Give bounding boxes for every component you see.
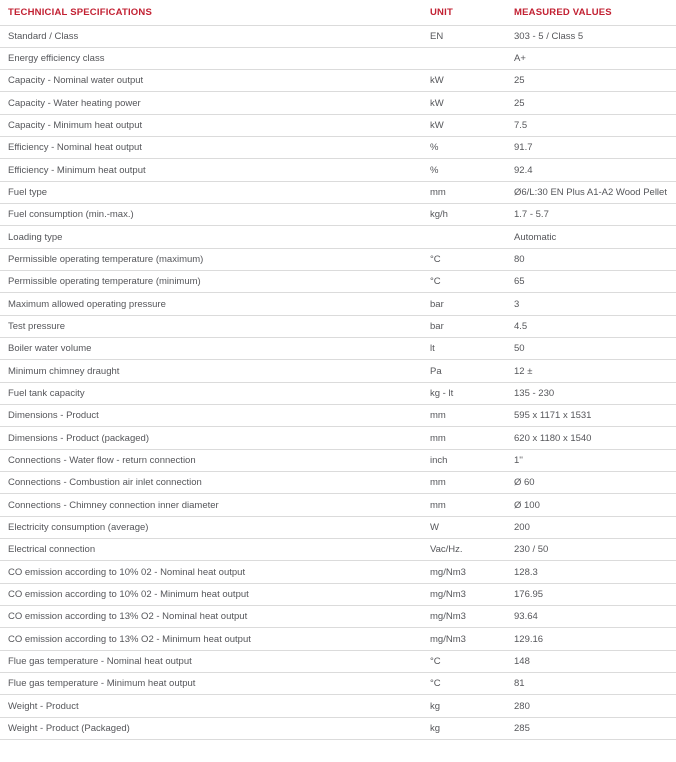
spec-value-cell: 595 x 1171 x 1531 xyxy=(506,405,676,427)
spec-value-cell: 65 xyxy=(506,271,676,293)
spec-unit-cell: mg/Nm3 xyxy=(422,583,506,605)
spec-unit-cell: W xyxy=(422,516,506,538)
spec-value-cell: 230 / 50 xyxy=(506,539,676,561)
table-header xyxy=(0,0,676,25)
table-row xyxy=(0,70,676,92)
spec-unit-cell xyxy=(422,226,506,248)
column-header-unit: UNIT xyxy=(422,0,506,25)
table-row xyxy=(0,717,676,739)
spec-name-cell: Electrical connection xyxy=(0,539,422,561)
spec-unit-cell: bar xyxy=(422,293,506,315)
table-row xyxy=(0,561,676,583)
spec-name-cell: CO emission according to 13% O2 - Minimum heat output xyxy=(0,628,422,650)
spec-unit-cell: Pa xyxy=(422,360,506,382)
table-row xyxy=(0,606,676,628)
spec-unit-cell: kg - lt xyxy=(422,382,506,404)
spec-unit-cell: °C xyxy=(422,248,506,270)
table-row xyxy=(0,92,676,114)
table-row xyxy=(0,114,676,136)
spec-unit-cell: mm xyxy=(422,494,506,516)
table-row xyxy=(0,271,676,293)
spec-value-cell: 50 xyxy=(506,338,676,360)
spec-name-cell: CO emission according to 13% O2 - Nominal heat output xyxy=(0,606,422,628)
spec-name-cell: Weight - Product (Packaged) xyxy=(0,717,422,739)
table-row xyxy=(0,673,676,695)
spec-value-cell: 1'' xyxy=(506,449,676,471)
spec-value-cell: 135 - 230 xyxy=(506,382,676,404)
spec-name-cell: Capacity - Nominal water output xyxy=(0,70,422,92)
table-row xyxy=(0,204,676,226)
spec-name-cell: Loading type xyxy=(0,226,422,248)
table-row xyxy=(0,159,676,181)
spec-unit-cell: kg xyxy=(422,695,506,717)
spec-unit-cell: % xyxy=(422,137,506,159)
spec-value-cell: 81 xyxy=(506,673,676,695)
table-row xyxy=(0,293,676,315)
spec-unit-cell: % xyxy=(422,159,506,181)
spec-value-cell: 25 xyxy=(506,70,676,92)
spec-unit-cell: inch xyxy=(422,449,506,471)
spec-name-cell: Minimum chimney draught xyxy=(0,360,422,382)
table-row xyxy=(0,315,676,337)
spec-name-cell: Electricity consumption (average) xyxy=(0,516,422,538)
spec-name-cell: Standard / Class xyxy=(0,25,422,47)
spec-unit-cell xyxy=(422,47,506,69)
table-row xyxy=(0,628,676,650)
spec-name-cell: Capacity - Water heating power xyxy=(0,92,422,114)
spec-unit-cell: mg/Nm3 xyxy=(422,628,506,650)
spec-name-cell: Connections - Chimney connection inner diameter xyxy=(0,494,422,516)
spec-name-cell: Efficiency - Minimum heat output xyxy=(0,159,422,181)
spec-unit-cell: bar xyxy=(422,315,506,337)
spec-name-cell: Fuel tank capacity xyxy=(0,382,422,404)
spec-value-cell: 25 xyxy=(506,92,676,114)
spec-unit-cell: kW xyxy=(422,114,506,136)
spec-value-cell: 128.3 xyxy=(506,561,676,583)
spec-name-cell: Connections - Water flow - return connection xyxy=(0,449,422,471)
spec-unit-cell: Vac/Hz. xyxy=(422,539,506,561)
spec-name-cell: Permissible operating temperature (minimum) xyxy=(0,271,422,293)
spec-value-cell: A+ xyxy=(506,47,676,69)
spec-name-cell: Fuel consumption (min.-max.) xyxy=(0,204,422,226)
spec-value-cell: 80 xyxy=(506,248,676,270)
column-header-measured-values: MEASURED VALUES xyxy=(506,0,676,25)
spec-unit-cell: mg/Nm3 xyxy=(422,606,506,628)
spec-name-cell: Energy efficiency class xyxy=(0,47,422,69)
table-row xyxy=(0,427,676,449)
spec-unit-cell: mm xyxy=(422,472,506,494)
table-row xyxy=(0,650,676,672)
spec-unit-cell: mm xyxy=(422,181,506,203)
table-row xyxy=(0,226,676,248)
spec-value-cell: 7.5 xyxy=(506,114,676,136)
spec-unit-cell: kg xyxy=(422,717,506,739)
spec-value-cell: 3 xyxy=(506,293,676,315)
spec-value-cell: 4.5 xyxy=(506,315,676,337)
spec-value-cell: Ø6/L:30 EN Plus A1-A2 Wood Pellet xyxy=(506,181,676,203)
table-row xyxy=(0,382,676,404)
column-header-technical-specifications: TECHNICIAL SPECIFICATIONS xyxy=(0,0,422,25)
spec-value-cell: 148 xyxy=(506,650,676,672)
spec-value-cell: 1.7 - 5.7 xyxy=(506,204,676,226)
spec-name-cell: Efficiency - Nominal heat output xyxy=(0,137,422,159)
spec-name-cell: CO emission according to 10% 02 - Minimum heat output xyxy=(0,583,422,605)
table-row xyxy=(0,181,676,203)
spec-value-cell: Ø 60 xyxy=(506,472,676,494)
spec-name-cell: Permissible operating temperature (maximum) xyxy=(0,248,422,270)
spec-unit-cell: °C xyxy=(422,673,506,695)
spec-value-cell: 303 - 5 / Class 5 xyxy=(506,25,676,47)
table-row xyxy=(0,25,676,47)
spec-value-cell: 176.95 xyxy=(506,583,676,605)
table-header-row xyxy=(0,0,676,25)
spec-value-cell: 620 x 1180 x 1540 xyxy=(506,427,676,449)
spec-name-cell: Maximum allowed operating pressure xyxy=(0,293,422,315)
table-row xyxy=(0,494,676,516)
table-row xyxy=(0,360,676,382)
table-row xyxy=(0,472,676,494)
spec-name-cell: Connections - Combustion air inlet connection xyxy=(0,472,422,494)
spec-value-cell: 12 ± xyxy=(506,360,676,382)
spec-unit-cell: mg/Nm3 xyxy=(422,561,506,583)
spec-name-cell: Fuel type xyxy=(0,181,422,203)
spec-unit-cell: kW xyxy=(422,70,506,92)
spec-value-cell: Ø 100 xyxy=(506,494,676,516)
spec-value-cell: 93.64 xyxy=(506,606,676,628)
table-row xyxy=(0,449,676,471)
spec-unit-cell: kW xyxy=(422,92,506,114)
spec-value-cell: 200 xyxy=(506,516,676,538)
table-row xyxy=(0,338,676,360)
spec-unit-cell: mm xyxy=(422,405,506,427)
spec-unit-cell: °C xyxy=(422,650,506,672)
table-row xyxy=(0,248,676,270)
spec-unit-cell: EN xyxy=(422,25,506,47)
spec-value-cell: 92.4 xyxy=(506,159,676,181)
spec-value-cell: 285 xyxy=(506,717,676,739)
spec-unit-cell: kg/h xyxy=(422,204,506,226)
table-row xyxy=(0,695,676,717)
spec-value-cell: 280 xyxy=(506,695,676,717)
spec-name-cell: CO emission according to 10% 02 - Nominal heat output xyxy=(0,561,422,583)
spec-name-cell: Boiler water volume xyxy=(0,338,422,360)
spec-unit-cell: °C xyxy=(422,271,506,293)
spec-name-cell: Weight - Product xyxy=(0,695,422,717)
table-row xyxy=(0,405,676,427)
spec-value-cell: 129.16 xyxy=(506,628,676,650)
table-row xyxy=(0,516,676,538)
spec-unit-cell: lt xyxy=(422,338,506,360)
table-row xyxy=(0,539,676,561)
table-row xyxy=(0,583,676,605)
spec-value-cell: 91.7 xyxy=(506,137,676,159)
spec-name-cell: Dimensions - Product (packaged) xyxy=(0,427,422,449)
spec-name-cell: Flue gas temperature - Nominal heat output xyxy=(0,650,422,672)
table-row xyxy=(0,137,676,159)
spec-name-cell: Dimensions - Product xyxy=(0,405,422,427)
spec-name-cell: Flue gas temperature - Minimum heat output xyxy=(0,673,422,695)
table-body xyxy=(0,25,676,740)
spec-value-cell: Automatic xyxy=(506,226,676,248)
spec-name-cell: Capacity - Minimum heat output xyxy=(0,114,422,136)
spec-name-cell: Test pressure xyxy=(0,315,422,337)
spec-unit-cell: mm xyxy=(422,427,506,449)
table-row xyxy=(0,47,676,69)
